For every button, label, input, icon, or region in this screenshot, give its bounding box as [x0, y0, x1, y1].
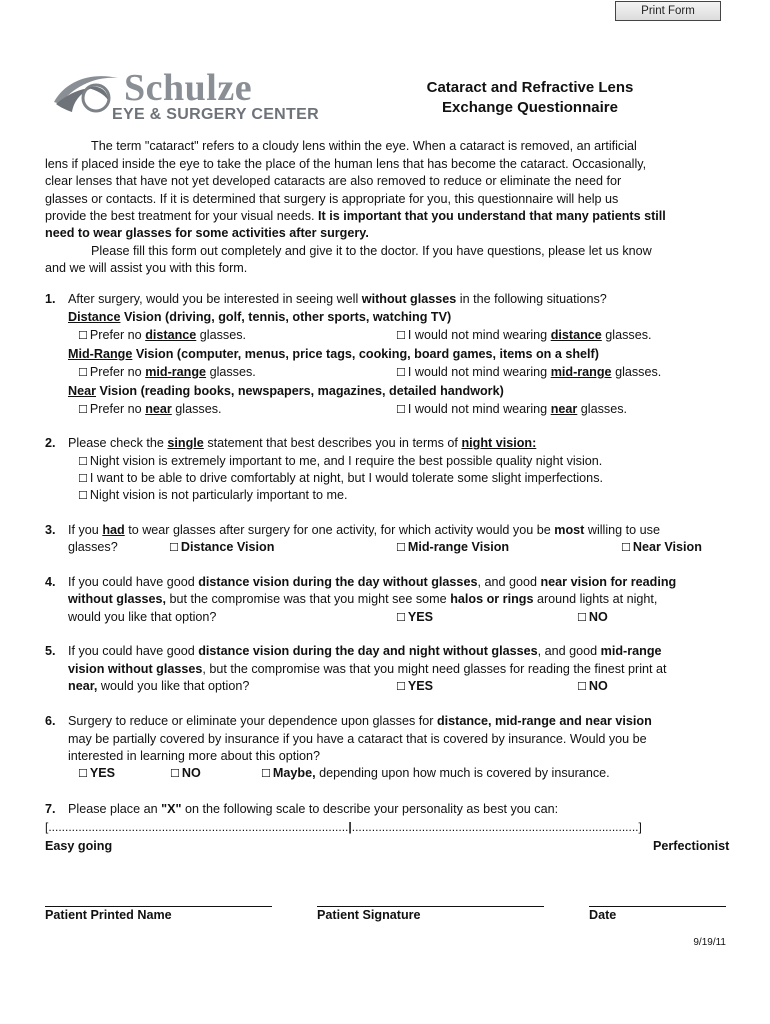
option-text: YES — [407, 679, 434, 693]
option-text: NO — [588, 679, 608, 693]
scale-label-easy: Easy going — [45, 839, 113, 853]
option-text: I would not mind wearing — [407, 402, 548, 416]
q3-text: glasses? — [68, 540, 118, 554]
q3-option-mid[interactable] — [396, 539, 509, 556]
personality-scale[interactable] — [45, 819, 737, 836]
option-text: Mid-range Vision — [407, 540, 510, 554]
checkbox-icon[interactable]: ☐ — [577, 680, 587, 693]
question-number: 2. — [45, 436, 56, 450]
checkbox-icon[interactable]: ☐ — [169, 541, 179, 554]
q5-prompt-2 — [68, 661, 667, 678]
scale-left: [.......................................................................................... — [45, 820, 349, 834]
logo-subtitle: EYE & SURGERY CENTER — [112, 106, 319, 123]
q2-prompt — [68, 435, 536, 452]
option-emphasis: distance — [550, 328, 602, 342]
option-text: glasses. — [615, 365, 662, 379]
q5-emphasis: distance vision during the day and night without glasses — [198, 644, 538, 658]
option-emphasis: mid-range — [145, 365, 207, 379]
q4-text: but the compromise was that you might see some — [169, 592, 447, 606]
option-text: Prefer no — [89, 365, 142, 379]
q1-mid-option-2[interactable] — [396, 364, 661, 381]
checkbox-icon[interactable]: ☐ — [577, 611, 587, 624]
q2-option-3[interactable] — [78, 487, 347, 504]
option-text: glasses. — [580, 402, 627, 416]
q6-option-maybe[interactable] — [261, 765, 610, 782]
q7-emphasis: "X" — [161, 802, 182, 816]
intro-emphasis: need to wear glasses for some activities after surgery. — [45, 226, 369, 240]
option-text: depending upon how much is covered by insurance. — [319, 766, 610, 780]
date-label: Date — [589, 908, 617, 922]
question-number: 5. — [45, 644, 56, 658]
intro-emphasis: It is important that you understand that many patients still — [318, 209, 666, 223]
q1-heading-text: Vision (computer, menus, price tags, cooking, board games, items on a shelf) — [135, 347, 599, 361]
q1-text: After surgery, would you be interested in seeing well — [68, 292, 359, 306]
option-text: YES — [89, 766, 116, 780]
q1-distance-option-2[interactable] — [396, 327, 652, 344]
q1-near-option-1[interactable] — [78, 401, 222, 418]
intro-text: provide the best treatment for your visual needs. — [45, 209, 315, 223]
logo-name: Schulze — [124, 67, 253, 109]
q1-heading-text: Vision (reading books, newspapers, magazines, detailed handwork) — [99, 384, 504, 398]
option-text: NO — [588, 610, 608, 624]
option-text: Prefer no — [89, 328, 142, 342]
q2-option-2[interactable] — [78, 470, 603, 487]
option-text: glasses. — [209, 365, 256, 379]
scale-midpoint: | — [348, 820, 352, 834]
intro-line — [45, 225, 369, 242]
q1-heading-term: Near — [68, 384, 97, 398]
checkbox-icon[interactable]: ☐ — [78, 472, 88, 485]
option-text: Distance Vision — [180, 540, 275, 554]
q1-emphasis: without glasses — [361, 292, 457, 306]
option-emphasis: near — [145, 402, 172, 416]
q3-text: willing to use — [587, 523, 660, 537]
checkbox-icon[interactable]: ☐ — [261, 767, 271, 780]
checkbox-icon[interactable]: ☐ — [621, 541, 631, 554]
checkbox-icon[interactable]: ☐ — [396, 329, 406, 342]
patient-name-label: Patient Printed Name — [45, 908, 172, 922]
question-number: 4. — [45, 575, 56, 589]
q2-option-1[interactable] — [78, 453, 602, 470]
q5-text: , and good — [537, 644, 598, 658]
q1-distance-option-1[interactable] — [78, 327, 246, 344]
q1-heading-term: Distance — [68, 310, 121, 324]
option-emphasis: near — [550, 402, 578, 416]
q4-text: would you like that option? — [68, 610, 217, 624]
q5-text: If you could have good — [68, 644, 195, 658]
option-text: Prefer no — [89, 402, 142, 416]
option-text: NO — [181, 766, 201, 780]
checkbox-icon[interactable]: ☐ — [396, 403, 406, 416]
q2-emphasis: single — [167, 436, 204, 450]
option-text: glasses. — [605, 328, 652, 342]
q1-heading-term: Mid-Range — [68, 347, 133, 361]
option-text: I would not mind wearing — [407, 365, 548, 379]
q5-emphasis: vision without glasses — [68, 662, 203, 676]
q5-emphasis: near, — [68, 679, 98, 693]
q3-option-distance[interactable] — [169, 539, 274, 556]
q4-text: around lights at night, — [536, 592, 658, 606]
option-text: YES — [407, 610, 434, 624]
q6-text: interested in learning more about this option? — [68, 749, 321, 763]
schulze-logo — [52, 67, 319, 128]
q1-mid-option-1[interactable] — [78, 364, 256, 381]
checkbox-icon[interactable]: ☐ — [396, 611, 406, 624]
q1-near-option-2[interactable] — [396, 401, 627, 418]
q7-prompt — [68, 801, 558, 818]
q5-option-no[interactable] — [577, 678, 608, 695]
q7-text: Please place an — [68, 802, 158, 816]
q4-prompt-2 — [68, 591, 657, 608]
intro-line: glasses or contacts. If it is determined that surgery is appropriate for you, this questionnaire will help us — [45, 192, 619, 206]
intro-line: clear lenses that have not yet developed cataracts are also removed to reduce or eliminate the need for — [45, 174, 622, 188]
option-text: Near Vision — [632, 540, 702, 554]
print-form-button[interactable]: Print Form — [615, 1, 721, 21]
checkbox-icon[interactable]: ☐ — [78, 489, 88, 502]
option-text: Night vision is extremely important to me, and I require the best possible quality night vision. — [89, 454, 603, 468]
q6-text: Surgery to reduce or eliminate your dependence upon glasses for — [68, 714, 434, 728]
option-emphasis: mid-range — [550, 365, 612, 379]
q5-option-yes[interactable] — [396, 678, 433, 695]
q4-option-no[interactable] — [577, 609, 608, 626]
q5-prompt — [68, 643, 662, 660]
q6-emphasis: distance, mid-range and near vision — [436, 714, 652, 728]
q4-emphasis: near vision for reading — [540, 575, 677, 589]
checkbox-icon[interactable]: ☐ — [78, 366, 88, 379]
q1-prompt — [68, 291, 607, 308]
question-number: 1. — [45, 292, 56, 306]
q6-option-yes[interactable] — [78, 765, 115, 782]
q5-text: would you like that option? — [100, 679, 250, 693]
q3-text: to wear glasses after surgery for one activity, for which activity would you be — [128, 523, 551, 537]
checkbox-icon[interactable]: ☐ — [78, 455, 88, 468]
intro-line — [45, 208, 666, 225]
scale-right: ......................................................................................] — [351, 820, 642, 834]
patient-signature-label: Patient Signature — [317, 908, 421, 922]
option-text: Night vision is not particularly important to me. — [89, 488, 348, 502]
q3-emphasis: had — [102, 523, 125, 537]
option-emphasis: distance — [145, 328, 197, 342]
checkbox-icon[interactable]: ☐ — [170, 767, 180, 780]
option-text: I would not mind wearing — [407, 328, 548, 342]
q4-text: , and good — [477, 575, 537, 589]
checkbox-icon[interactable]: ☐ — [396, 541, 406, 554]
q3-option-near[interactable] — [621, 539, 702, 556]
q1-heading-text: Vision (driving, golf, tennis, other sports, watching TV) — [124, 310, 452, 324]
scale-label-perfectionist: Perfectionist — [653, 839, 730, 853]
q6-prompt — [68, 713, 652, 730]
q7-text: on the following scale to describe your personality as best you can: — [184, 802, 559, 816]
option-text: glasses. — [199, 328, 246, 342]
intro-line: The term "cataract" refers to a cloudy lens within the eye. When a cataract is removed, an artificial — [91, 139, 637, 153]
q1-mid-heading — [68, 346, 599, 363]
q5-text: , but the compromise was that you might need glasses for reading the finest print at — [202, 662, 667, 676]
q2-text: Please check the — [68, 436, 164, 450]
checkbox-icon[interactable]: ☐ — [78, 329, 88, 342]
intro-line: Please fill this form out completely and give it to the doctor. If you have questions, please let us know — [91, 244, 652, 258]
checkbox-icon[interactable]: ☐ — [396, 366, 406, 379]
q3-text: If you — [68, 523, 99, 537]
q3-emphasis: most — [554, 523, 585, 537]
intro-line: and we will assist you with this form. — [45, 261, 248, 275]
checkbox-icon[interactable]: ☐ — [396, 680, 406, 693]
page-title-line-1: Cataract and Refractive Lens — [426, 79, 634, 96]
q6-option-no[interactable] — [170, 765, 201, 782]
q4-emphasis: distance vision during the day without glasses — [198, 575, 478, 589]
question-number: 6. — [45, 714, 56, 728]
option-text: Maybe, — [272, 766, 316, 780]
q4-text: If you could have good — [68, 575, 195, 589]
intro-line: lens if placed inside the eye to take the place of the human lens that has become the cataract. Occasionally, — [45, 157, 647, 171]
q5-prompt-3 — [68, 678, 249, 695]
q4-emphasis: halos or rings — [450, 592, 534, 606]
q1-near-heading — [68, 383, 504, 400]
page-title-line-2: Exchange Questionnaire — [442, 99, 618, 116]
q4-emphasis: without glasses, — [68, 592, 166, 606]
q5-emphasis: mid-range — [600, 644, 662, 658]
q3-prompt — [68, 522, 660, 539]
option-text: I want to be able to drive comfortably at night, but I would tolerate some slight imperfections. — [89, 471, 603, 485]
q1-text: in the following situations? — [459, 292, 607, 306]
q6-text: may be partially covered by insurance if you have a cataract that is covered by insurance. Would you be — [68, 732, 647, 746]
question-number: 7. — [45, 802, 56, 816]
q4-option-yes[interactable] — [396, 609, 433, 626]
revision-date: 9/19/11 — [693, 937, 726, 948]
checkbox-icon[interactable]: ☐ — [78, 767, 88, 780]
question-number: 3. — [45, 523, 56, 537]
q4-prompt — [68, 574, 676, 591]
q2-emphasis: night vision: — [461, 436, 537, 450]
q2-text: statement that best describes you in terms of — [207, 436, 458, 450]
option-text: glasses. — [175, 402, 222, 416]
checkbox-icon[interactable]: ☐ — [78, 403, 88, 416]
q1-distance-heading — [68, 309, 451, 326]
